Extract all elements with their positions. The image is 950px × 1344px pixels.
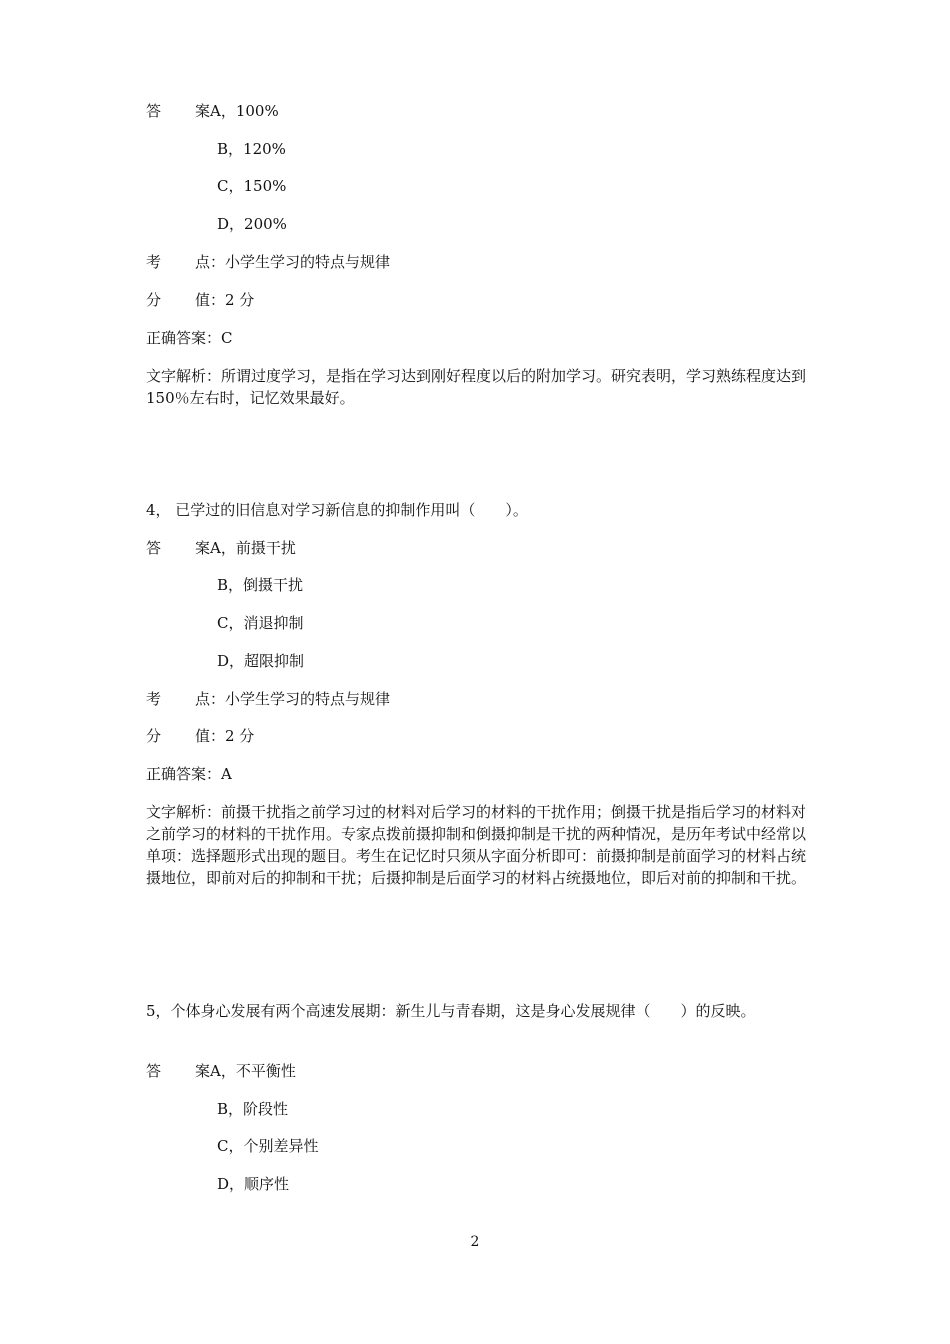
q3-explanation: 文字解析：所谓过度学习，是指在学习达到刚好程度以后的附加学习。研究表明，学习熟练程度达到 150％左右时，记忆效果最好。	[146, 367, 807, 407]
q3-score-label-2: 值：2 分	[195, 291, 255, 309]
q4-answer-line	[146, 537, 296, 559]
q4-score-line	[146, 725, 254, 747]
q5-question: 5，个体身心发展有两个高速发展期：新生儿与青春期，这是身心发展规律（ ）的反映。	[146, 1002, 756, 1020]
q5-option-b: B，阶段性	[217, 1100, 289, 1118]
q4-point-line	[146, 688, 390, 710]
q3-score-line	[146, 289, 254, 311]
q5-option-a: A，不平衡性	[210, 1062, 296, 1080]
q3-option-d: D，200%	[217, 215, 287, 233]
q4-point-label-1: 考	[146, 690, 162, 708]
q4-option-d: D，超限抑制	[217, 652, 305, 670]
q5-option-c: C，个别差异性	[217, 1137, 319, 1155]
q4-answer-prefix-2: 案	[195, 539, 211, 557]
q3-option-c: C，150%	[217, 177, 287, 195]
q3-option-a: A，100%	[210, 102, 279, 120]
q4-option-c: C，消退抑制	[217, 614, 304, 632]
page-number: 2	[470, 1234, 480, 1250]
q5-answer-line	[146, 1060, 296, 1082]
q4-score-label-1: 分	[146, 727, 162, 745]
q3-correct-answer: 正确答案：C	[146, 329, 233, 347]
q5-answer-prefix-2: 案	[195, 1062, 211, 1080]
q3-point-line	[146, 251, 390, 273]
q3-answer-prefix-2: 案	[195, 102, 211, 120]
q4-answer-prefix-1: 答	[146, 539, 162, 557]
q3-point-label-1: 考	[146, 253, 162, 271]
q5-option-d: D，顺序性	[217, 1175, 290, 1193]
q4-explanation: 文字解析：前摄干扰指之前学习过的材料对后学习的材料的干扰作用；倒摄干扰是指后学习的材料对之前学习的材料的干扰作用。专家点拨前摄抑制和倒摄抑制是干扰的两种情况，是历年考试中经常以单项：选择题形式出现的题目。考生在记忆时只须从字面分析即可：前摄抑制是前面学习的材料占统摄地位，即前对后的抑制和干扰；后摄抑制是后面学习的材料占统摄地位，即后对前的抑制和干扰。	[146, 803, 807, 887]
q3-score-label-1: 分	[146, 291, 162, 309]
q5-answer-prefix-1: 答	[146, 1062, 162, 1080]
q4-question: 4， 已学过的旧信息对学习新信息的抑制作用叫（ ）。	[146, 501, 528, 519]
q4-option-b: B，倒摄干扰	[217, 576, 304, 594]
q3-answer-prefix-1: 答	[146, 102, 162, 120]
q4-correct-answer: 正确答案：A	[146, 765, 232, 783]
q4-point-label-2: 点：小学生学习的特点与规律	[195, 690, 391, 708]
q4-score-label-2: 值：2 分	[195, 727, 255, 745]
q3-option-b: B，120%	[217, 140, 286, 158]
q3-point-label-2: 点：小学生学习的特点与规律	[195, 253, 391, 271]
q3-answer-line	[146, 100, 279, 122]
q4-option-a: A，前摄干扰	[210, 539, 296, 557]
